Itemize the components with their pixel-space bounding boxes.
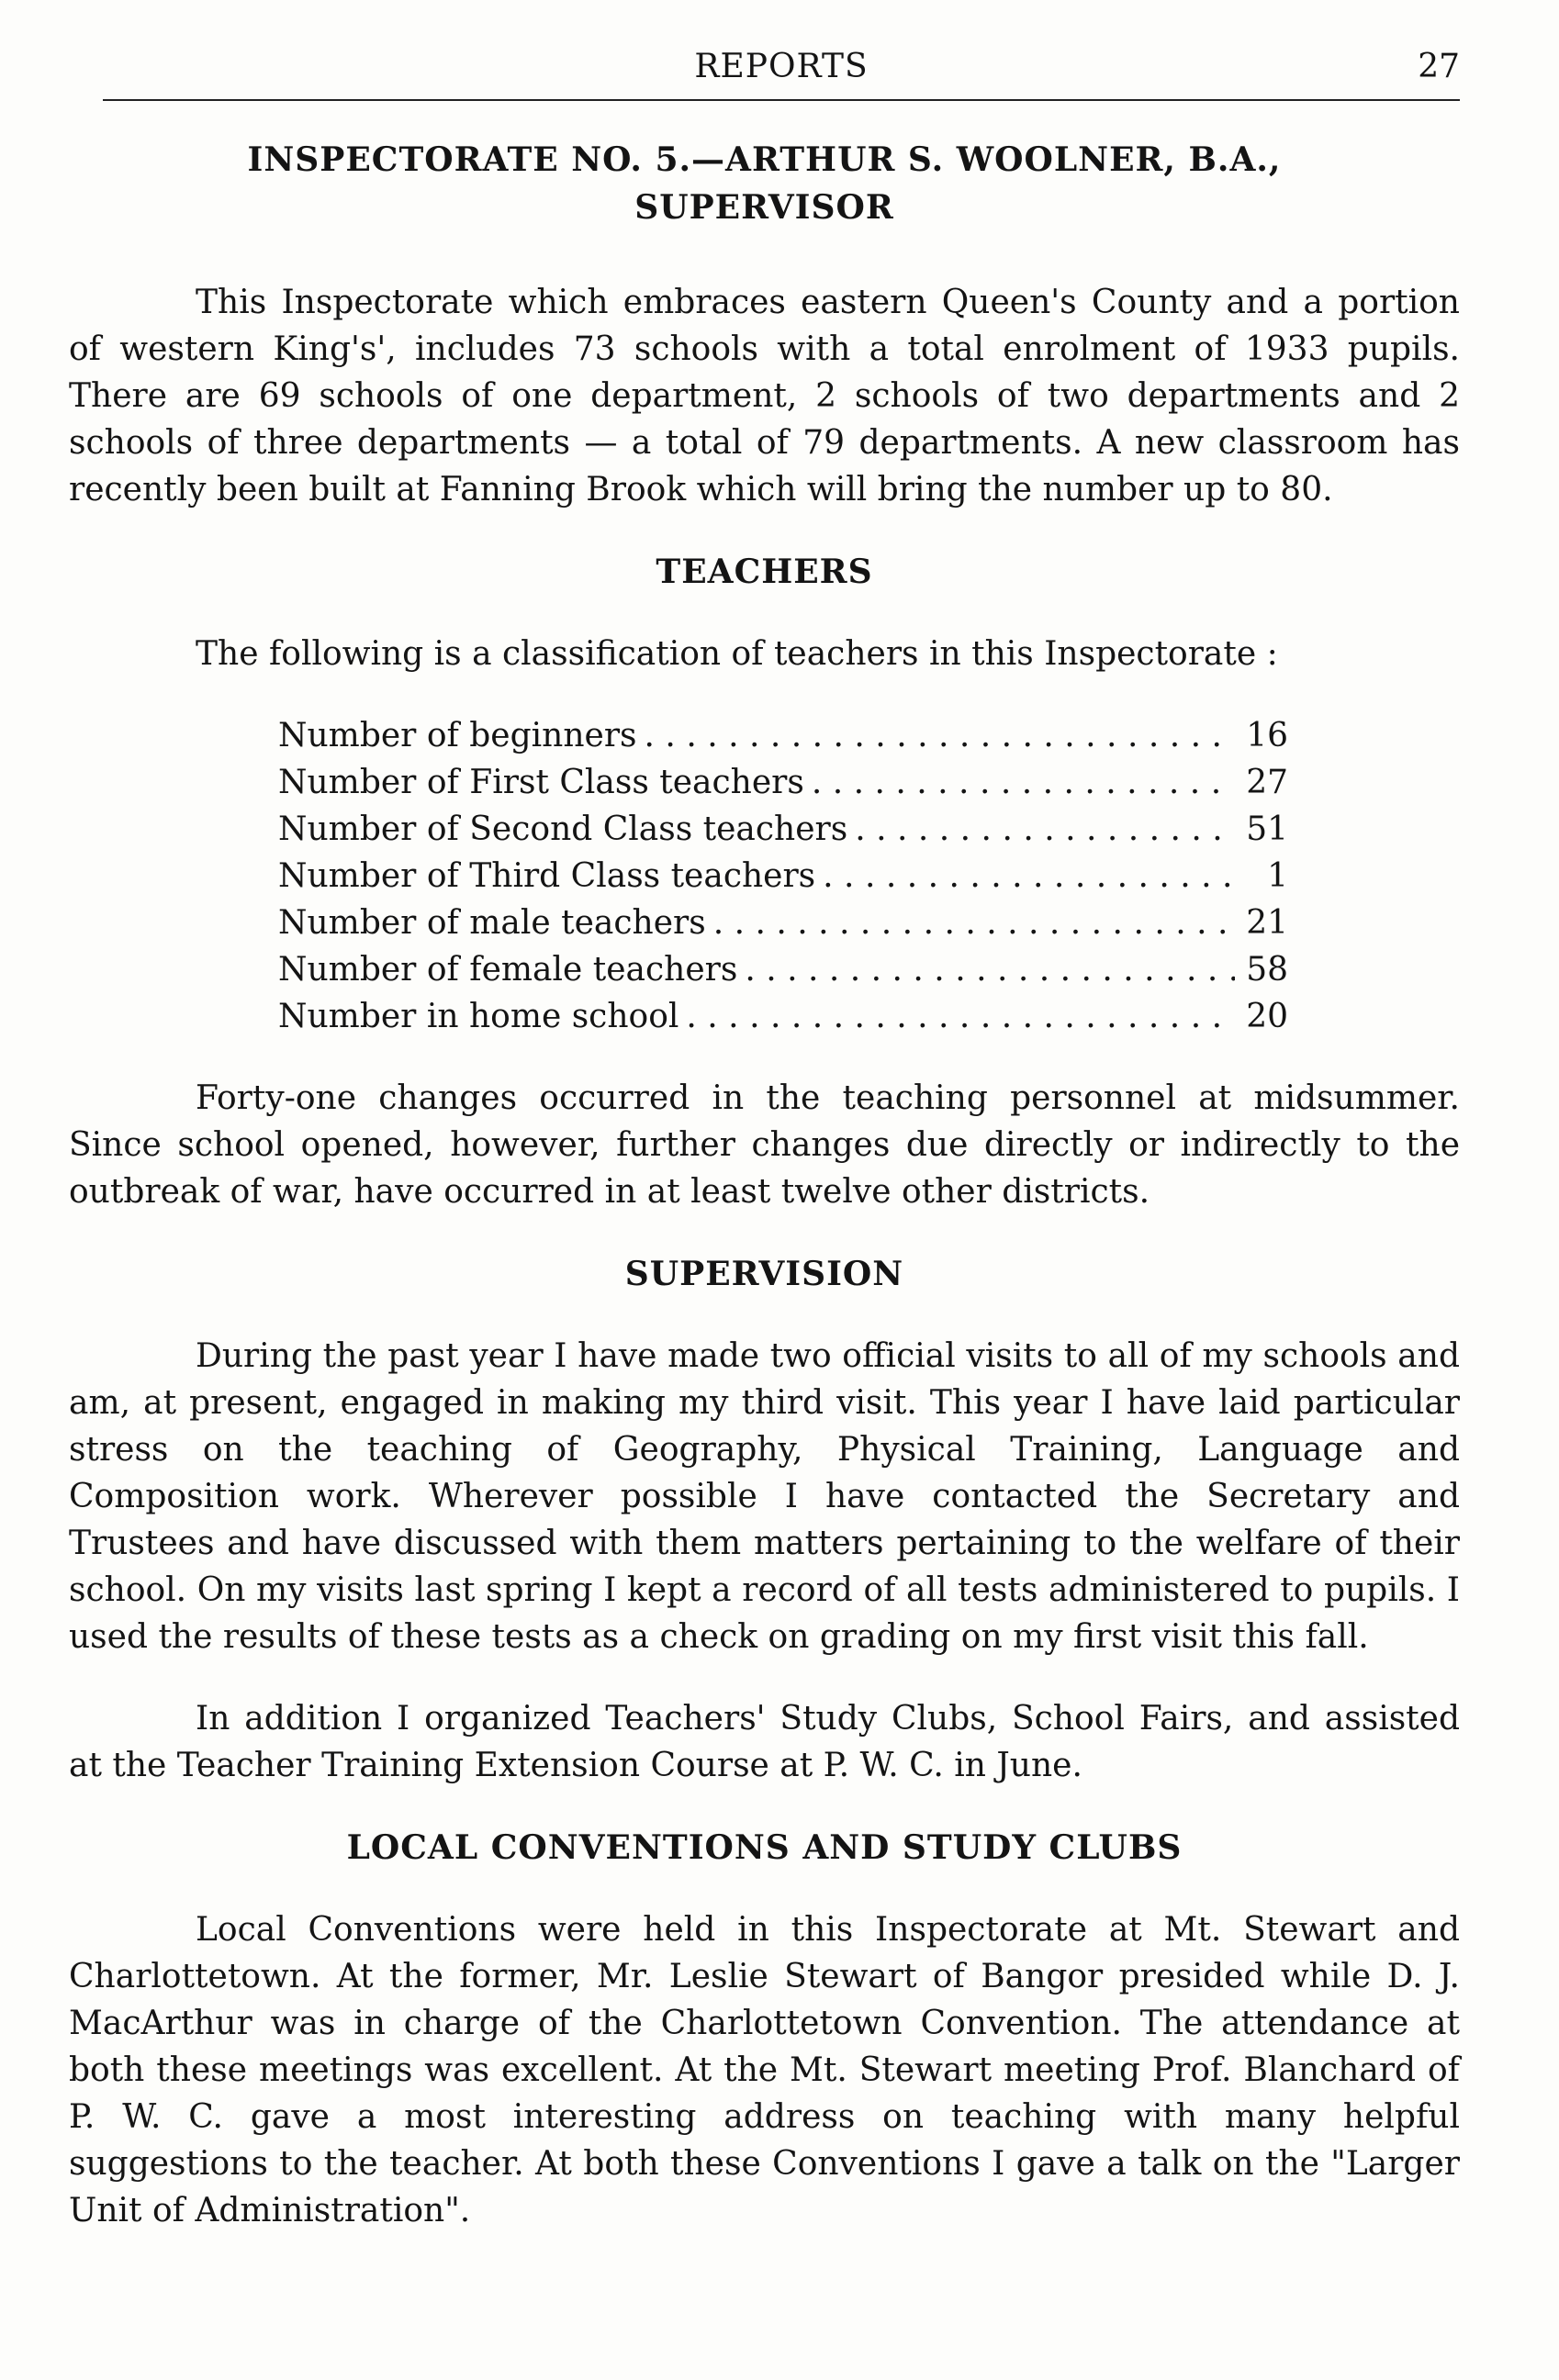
stat-label: Number of female teachers bbox=[278, 951, 738, 989]
stat-label: Number of Third Class teachers bbox=[278, 857, 816, 895]
leader-dots bbox=[713, 899, 1235, 946]
list-item bbox=[278, 946, 1288, 993]
leader-dots bbox=[745, 946, 1235, 993]
supervision-section bbox=[69, 1250, 1460, 1789]
running-title: REPORTS bbox=[694, 48, 869, 85]
stat-value: 16 bbox=[1246, 717, 1288, 754]
list-item bbox=[278, 899, 1288, 946]
conventions-section bbox=[69, 1824, 1460, 2234]
stat-label: Number in home school bbox=[278, 998, 679, 1035]
list-item bbox=[278, 759, 1288, 806]
leader-dots bbox=[812, 759, 1235, 806]
supervision-visits-paragraph: During the past year I have made two official visits to all of my schools and am, at present, engaged in making my third visit. This year I have laid particular stress on the teaching of Geography, Physical Training, Language and Composition work. Wherever possible I have contacted the Secretary and Trustees and have discussed with them matters pertaining to the welfare of their school. On my visits last spring I kept a record of all tests administered to pupils. I used the results of these tests as a check on grading on my first visit this fall. bbox=[69, 1337, 1460, 1656]
page-number: 27 bbox=[1418, 48, 1460, 85]
section-heading-teachers: TEACHERS bbox=[656, 553, 873, 591]
stat-value: 51 bbox=[1246, 810, 1288, 848]
stat-value: 20 bbox=[1246, 998, 1288, 1035]
teachers-section bbox=[69, 548, 1460, 1215]
inspectorate-intro-paragraph: This Inspectorate which embraces eastern Queen's County and a portion of western King's', includes 73 schools with a total enrolment of 1933 pupils. There are 69 schools of one department, 2 schools of two departments and 2 schools of three departments — a total of 79 departments. A new classroom has recently been built at Fanning Brook which will bring the number up to 80. bbox=[69, 284, 1460, 508]
header-rule bbox=[103, 99, 1460, 101]
leader-dots bbox=[823, 853, 1235, 899]
stat-label: Number of male teachers bbox=[278, 904, 706, 942]
teachers-intro-paragraph: The following is a classification of teachers in this Inspectorate : bbox=[196, 635, 1278, 673]
section-heading-supervision: SUPERVISION bbox=[624, 1255, 904, 1293]
teacher-changes-paragraph: Forty-one changes occurred in the teaching personnel at midsummer. Since school opened, however, further changes due directly or indirectly to the outbreak of war, have occurred in at least twelve other districts. bbox=[69, 1079, 1460, 1211]
stat-value: 1 bbox=[1267, 857, 1288, 895]
inspectorate-section bbox=[69, 136, 1460, 513]
conventions-paragraph: Local Conventions were held in this Inspectorate at Mt. Stewart and Charlottetown. At the former, Mr. Leslie Stewart of Bangor presided while D. J. MacArthur was in charge of the Charlottetown Convention. The attendance at both these meetings was excellent. At the Mt. Stewart meeting Prof. Blanchard of P. W. C. gave a most interesting address on teaching with many helpful suggestions to the teacher. At both these Conventions I gave a talk on the "Larger Unit of Administration". bbox=[69, 1911, 1460, 2229]
list-item bbox=[278, 806, 1288, 853]
leader-dots bbox=[645, 712, 1235, 759]
list-item bbox=[278, 712, 1288, 759]
stat-value: 58 bbox=[1246, 951, 1288, 989]
stat-label: Number of First Class teachers bbox=[278, 764, 804, 801]
section-heading-inspectorate: INSPECTORATE NO. 5.—ARTHUR S. WOOLNER, B.A., bbox=[247, 140, 1282, 179]
leader-dots bbox=[855, 806, 1235, 853]
stat-label: Number of Second Class teachers bbox=[278, 810, 848, 848]
stat-value: 21 bbox=[1246, 904, 1288, 942]
page-body bbox=[69, 136, 1460, 2234]
stat-label: Number of beginners bbox=[278, 717, 637, 754]
leader-dots bbox=[686, 993, 1235, 1040]
list-item bbox=[278, 993, 1288, 1040]
list-item bbox=[278, 853, 1288, 899]
running-head bbox=[103, 48, 1460, 94]
teacher-stats-list bbox=[278, 712, 1288, 1040]
section-heading-conventions: LOCAL CONVENTIONS AND STUDY CLUBS bbox=[346, 1828, 1183, 1867]
section-heading-supervisor: SUPERVISOR bbox=[634, 188, 894, 227]
stat-value: 27 bbox=[1246, 764, 1288, 801]
supervision-additional-paragraph: In addition I organized Teachers' Study Clubs, School Fairs, and assisted at the Teacher Training Extension Course at P. W. C. in June. bbox=[69, 1700, 1460, 1784]
